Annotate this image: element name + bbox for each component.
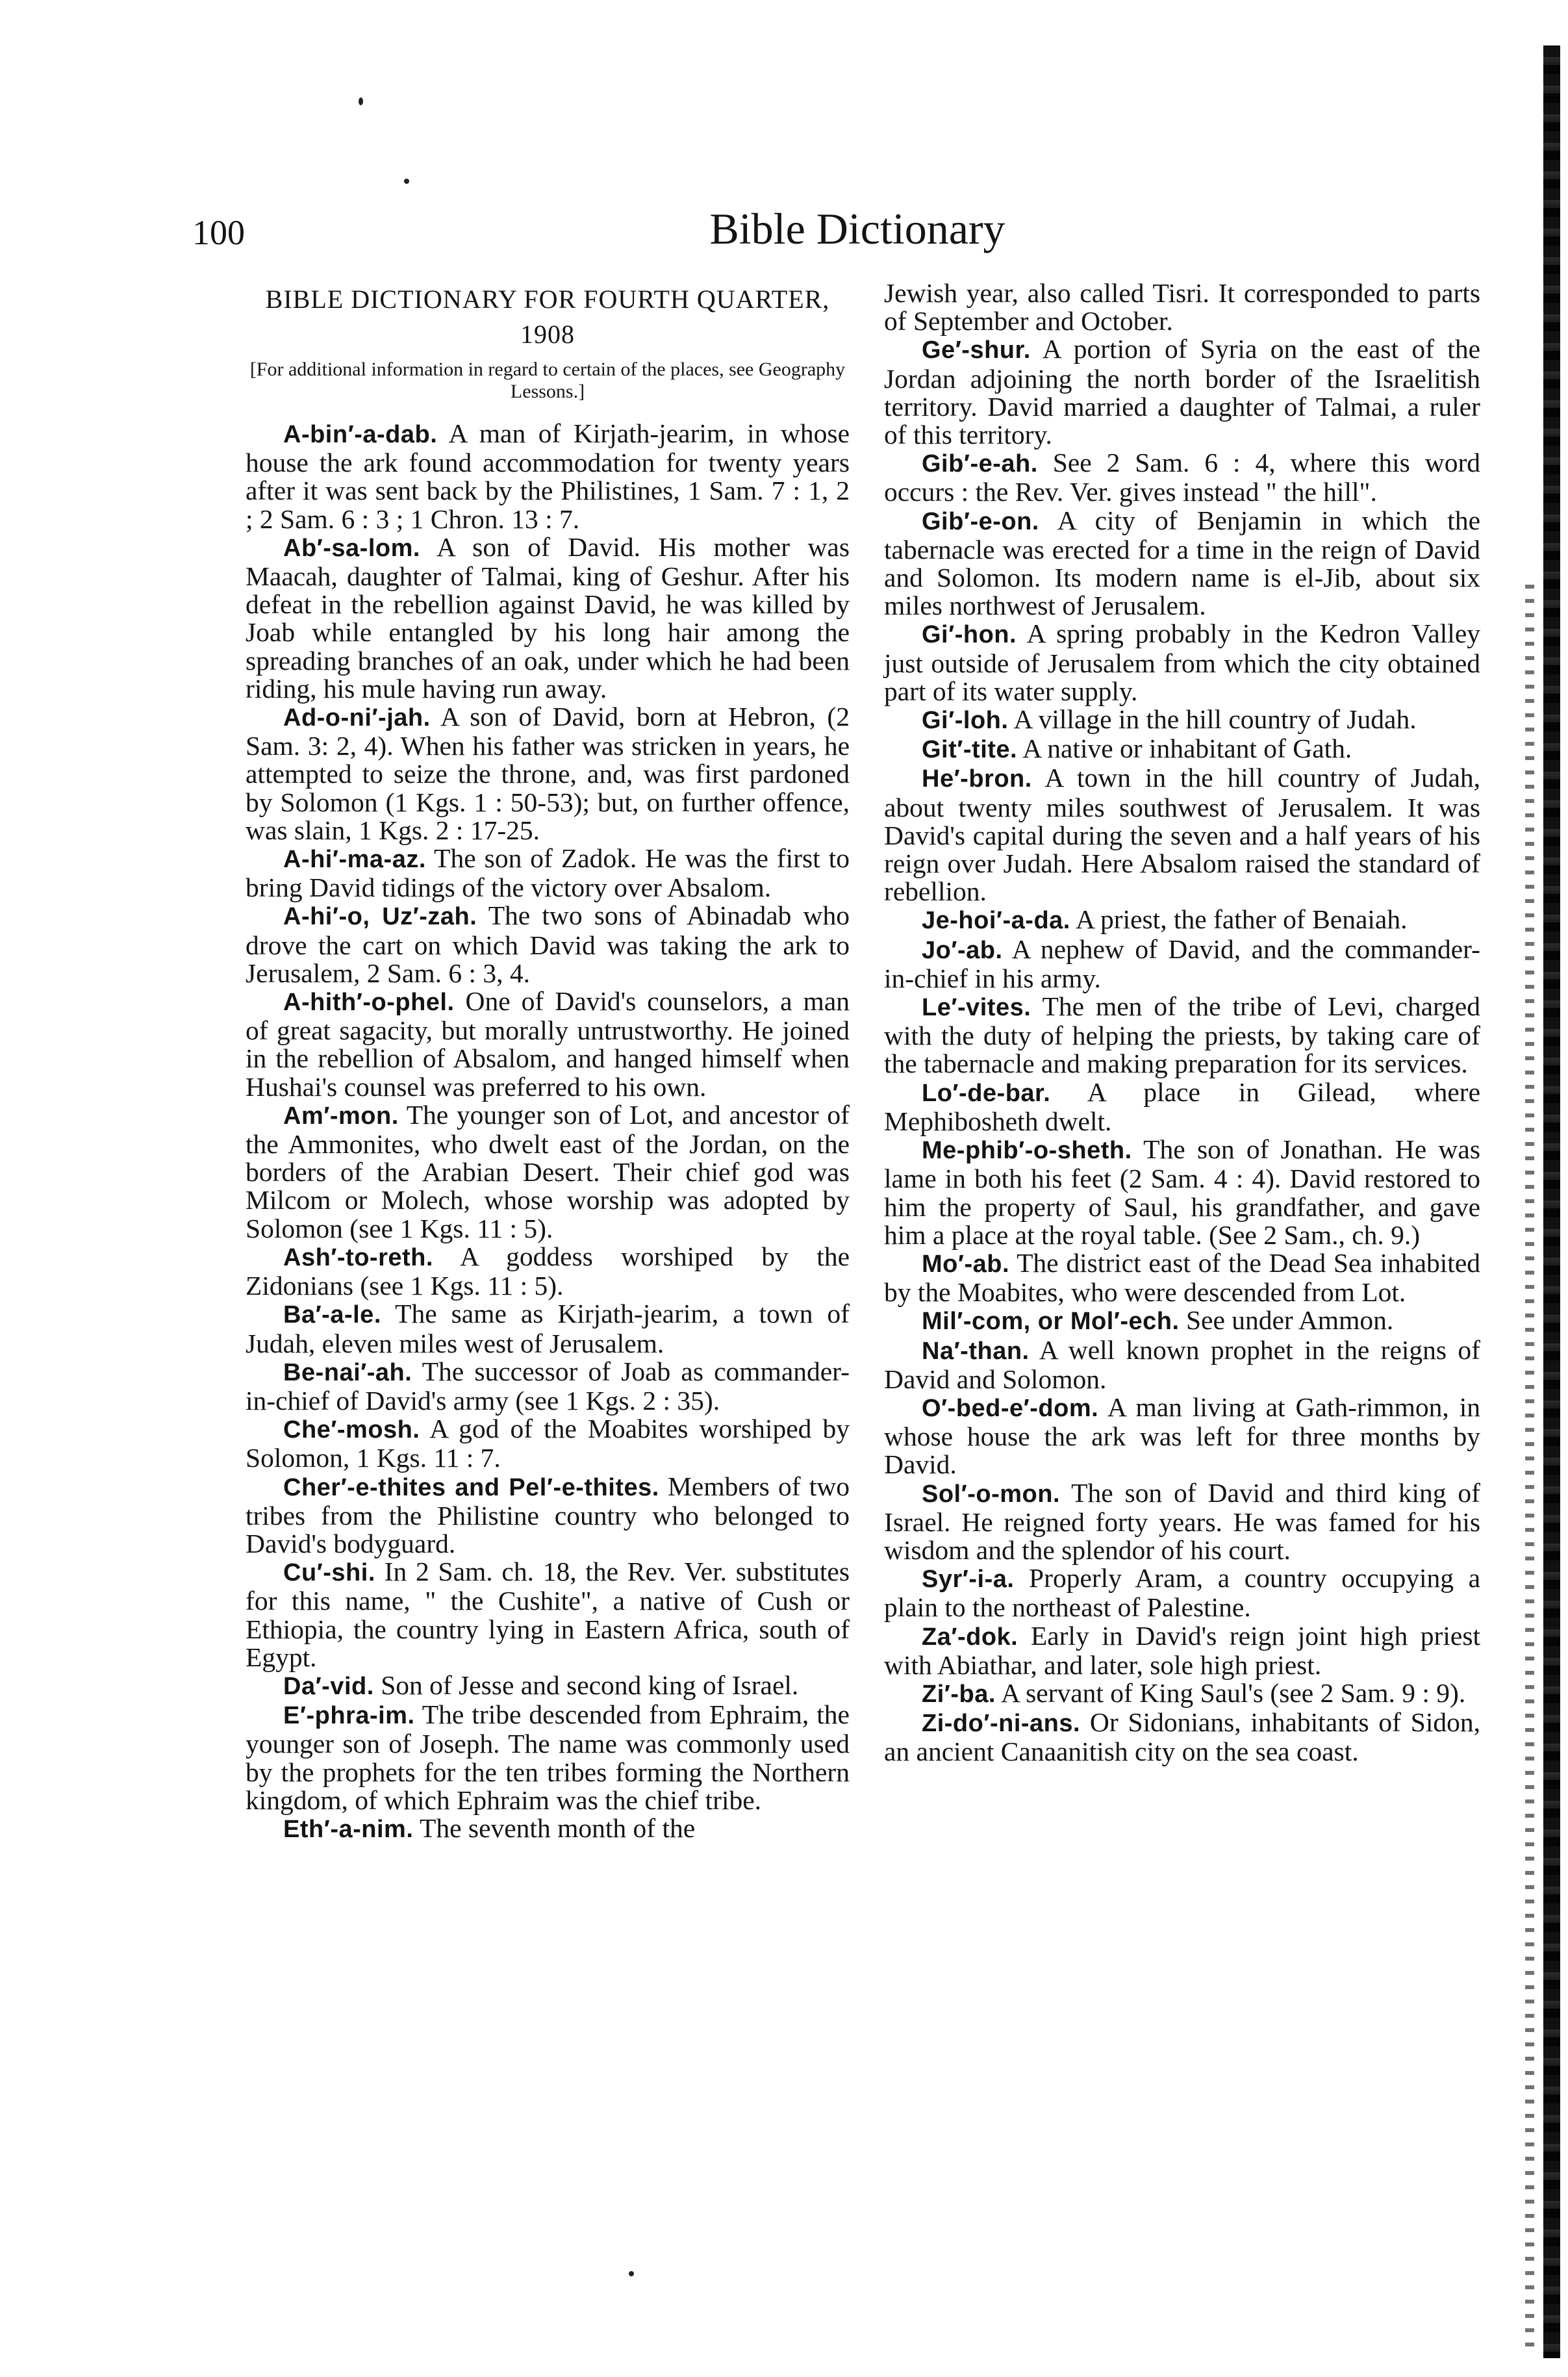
- entry-definition: A native or inhabitant of Gath.: [1022, 733, 1352, 764]
- entry-headword: Syr′-i-a.: [922, 1566, 1015, 1594]
- dictionary-entry: [246, 1243, 850, 1300]
- entry-definition: See 2 Sam. 6 : 4, where this word occurs : the Rev. Ver. gives instead " the hill".: [884, 448, 1481, 507]
- entry-definition: Members of two tribes from the Philistine country who belonged to David's bodyguard.: [246, 1471, 850, 1558]
- entry-headword: Ab′-sa-lom.: [283, 534, 420, 562]
- entry-headword: Le′-vites.: [922, 994, 1031, 1022]
- entry-headword: Gi′-hon.: [922, 621, 1017, 649]
- entry-headword: Be-nai′-ah.: [283, 1358, 412, 1386]
- left-entries: [246, 420, 850, 1844]
- dictionary-entry: [884, 1679, 1480, 1709]
- dictionary-entry: [246, 1300, 850, 1357]
- entry-definition: The seventh month of the: [420, 1812, 696, 1843]
- dictionary-entry: [246, 1558, 850, 1672]
- right-column: [884, 279, 1480, 1766]
- entry-headword: Ba′-a-le.: [283, 1301, 381, 1329]
- entry-headword: He′-bron.: [922, 765, 1032, 793]
- entry-definition: A man living at Gath-rimmon, in whose house the ark was left for three months by David.: [884, 1392, 1480, 1480]
- entry-headword: Git′-tite.: [922, 736, 1018, 764]
- entry-headword: Na′-than.: [922, 1337, 1030, 1365]
- section-note: [For additional information in regard to certain of the places, see Geography Lessons.]: [249, 359, 846, 402]
- dictionary-entry: [884, 705, 1480, 735]
- entry-definition: One of David's counselors, a man of great sagacity, but morally untrustworthy. He joined in the rebellion of Absalom, and hanged himself when Hushai's counsel was preferred to his own.: [246, 986, 850, 1102]
- dictionary-entry: [884, 764, 1480, 906]
- entry-definition: The two sons of Abinadab who drove the cart on which David was taking the ark to Jerusalem, 2 Sam. 6 : 3, 4.: [246, 900, 850, 988]
- dictionary-entry: [884, 1136, 1480, 1249]
- entry-definition: In 2 Sam. ch. 18, the Rev. Ver. substitutes for this name, " the Cushite", a native of Cush or Ethiopia, the country lying in Eastern Africa, south of Egypt.: [246, 1557, 850, 1672]
- entry-headword: Che′-mosh.: [283, 1416, 420, 1444]
- binding-shadow: [1525, 585, 1534, 2352]
- entry-headword: Cu′-shi.: [283, 1559, 375, 1587]
- entry-definition: A servant of King Saul's (see 2 Sam. 9 : 9).: [1001, 1677, 1466, 1708]
- entry-definition: A son of David, born at Hebron, (2 Sam. 3: 2, 4). When his father was stricken in years, he attempted to seize the throne, and, was first pardoned by Solomon (1 Kgs. 1 : 50-53); but, on further offence, was slain, 1 Kgs. 2 : 17-25.: [246, 702, 850, 845]
- entry-headword: Ad-o-ni′-jah.: [283, 704, 431, 732]
- entry-headword: Gib′-e-ah.: [922, 450, 1038, 478]
- entry-headword: Cher′-e-thites and Pel′-e-thites.: [283, 1473, 659, 1501]
- entry-definition: Son of Jesse and second king of Israel.: [381, 1670, 799, 1700]
- entry-headword: Jo′-ab.: [922, 936, 1003, 964]
- entry-definition: A nephew of David, and the commander-in-chief in his army.: [884, 934, 1480, 993]
- entry-definition: A town in the hill country of Judah, about twenty miles southwest of Jerusalem. It was David's capital during the seven and a half years of his reign over Judah. Here Absalom raised the standard of rebellion.: [884, 763, 1480, 907]
- scan-speck: [404, 179, 409, 184]
- entry-headword: Lo′-de-bar.: [922, 1079, 1051, 1107]
- entry-definition: The men of the tribe of Levi, charged with the duty of helping the priests, by taking care of the tabernacle and making preparation for its services.: [884, 991, 1480, 1079]
- dictionary-entry: [884, 1393, 1480, 1479]
- scan-speck: [359, 97, 363, 105]
- dictionary-entry: [246, 987, 850, 1101]
- entry-headword: Zi′-ba.: [922, 1680, 996, 1708]
- entry-headword: Gib′-e-on.: [922, 507, 1039, 535]
- entry-headword: Gi′-loh.: [922, 707, 1009, 735]
- section-title: BIBLE DICTIONARY FOR FOURTH QUARTER, 1908: [265, 285, 830, 349]
- entry-headword: Eth′-a-nim.: [283, 1815, 414, 1843]
- scan-speck: [629, 2271, 634, 2276]
- entry-definition: The successor of Joab as commander-in-chief of David's army (see 1 Kgs. 2 : 35).: [246, 1356, 850, 1416]
- entry-definition: The son of Jonathan. He was lame in both his feet (2 Sam. 4 : 4). David restored to him the property of Saul, his grandfather, and gave him a place at the royal table. (See 2 Sam., ch. 9.): [884, 1134, 1480, 1250]
- entry-definition: A spring probably in the Kedron Valley just outside of Jerusalem from which the city obtained part of its water supply.: [884, 618, 1480, 706]
- entry-headword: A-hi′-ma-az.: [283, 846, 426, 874]
- entry-definition: A man of Kirjath-jearim, in whose house the ark found accommodation for twenty years after it was sent back by the Philistines, 1 Sam. 7 : 1, 2 ; 2 Sam. 6 : 3 ; 1 Chron. 13 : 7.: [246, 418, 850, 534]
- dictionary-entry: [246, 1358, 850, 1415]
- dictionary-entry: [246, 1415, 850, 1472]
- entry-definition: A goddess worshiped by the Zidonians (see 1 Kgs. 11 : 5).: [246, 1241, 850, 1301]
- dictionary-entry: [246, 1814, 850, 1844]
- entry-headword: A-hith′-o-phel.: [283, 989, 455, 1017]
- dictionary-entry: [884, 735, 1480, 764]
- dictionary-entry: [884, 1078, 1480, 1136]
- entry-headword: Me-phib′-o-sheth.: [922, 1137, 1132, 1165]
- entry-headword: Za′-dok.: [922, 1623, 1018, 1651]
- entry-headword: A-bin′-a-dab.: [283, 421, 438, 448]
- entry-definition: The district east of the Dead Sea inhabited by the Moabites, who were descended from Lot.: [884, 1247, 1480, 1308]
- entry-definition: The same as Kirjath-jearim, a town of Judah, eleven miles west of Jerusalem.: [246, 1299, 850, 1358]
- running-title: Bible Dictionary: [709, 204, 1005, 253]
- entry-definition: The younger son of Lot, and ancestor of the Ammonites, who dwelt east of the Jordan, on the borders of the Arabian Desert. Their chief god was Milcom or Molech, whose worship was adopted by Solomon (see 1 Kgs. 11 : 5).: [246, 1099, 850, 1243]
- dictionary-entry: [884, 449, 1480, 506]
- binding-edge: [1543, 45, 1560, 2358]
- dictionary-entry: [884, 507, 1480, 620]
- entry-definition: A priest, the father of Benaiah.: [1075, 904, 1408, 935]
- dictionary-entry: [246, 1101, 850, 1243]
- dictionary-entry: [246, 420, 850, 533]
- dictionary-entry: [246, 902, 850, 987]
- dictionary-entry: [884, 1564, 1480, 1621]
- entry-definition: The son of David and third king of Israel. He reigned forty years. He was famed for his wisdom and the splendor of his court.: [884, 1477, 1480, 1565]
- entry-headword: Da′-vid.: [283, 1672, 374, 1700]
- dictionary-entry: [884, 620, 1480, 705]
- dictionary-entry: [246, 1672, 850, 1701]
- dictionary-entry: [884, 335, 1480, 449]
- entry-definition: A place in Gilead, where Mephibosheth dwelt.: [884, 1076, 1481, 1136]
- entry-definition: A portion of Syria on the east of the Jordan adjoining the north border of the Israelitish territory. David married a daughter of Talmai, a ruler of this territory.: [884, 334, 1481, 450]
- dictionary-entry: [884, 935, 1480, 993]
- left-column: [246, 279, 850, 1844]
- entry-headword: E′-phra-im.: [283, 1702, 415, 1730]
- entry-definition: A well known prophet in the reigns of David and Solomon.: [884, 1334, 1480, 1394]
- entry-definition: The son of Zadok. He was the first to bring David tidings of the victory over Absalom.: [246, 843, 850, 903]
- entry-headword: Je-hoi′-a-da.: [922, 907, 1070, 935]
- dictionary-entry: [246, 845, 850, 902]
- dictionary-entry: [884, 906, 1480, 935]
- dictionary-entry: [246, 1701, 850, 1814]
- entry-definition: A village in the hill country of Judah.: [1013, 704, 1417, 735]
- entry-headword: Sol′-o-mon.: [922, 1480, 1061, 1508]
- dictionary-entry: [884, 993, 1480, 1078]
- dictionary-entry: [884, 1306, 1480, 1336]
- entry-headword: Zi-do′-ni-ans.: [922, 1710, 1081, 1738]
- entry-headword: Ash′-to-reth.: [283, 1243, 433, 1271]
- dictionary-entry: [884, 1249, 1480, 1306]
- dictionary-entry: [884, 1479, 1480, 1565]
- continued-entry: Jewish year, also called Tisri. It corresponded to parts of September and October.: [884, 278, 1480, 337]
- entry-headword: Am′-mon.: [283, 1102, 399, 1130]
- entry-definition: A son of David. His mother was Maacah, daughter of Talmai, king of Geshur. After his defeat in the rebellion against David, he was killed by Joab while entangled by his long hair among the spreading branches of an oak, under which he had been riding, his mule having run away.: [246, 531, 850, 704]
- entry-definition: Or Sidonians, inhabitants of Sidon, an ancient Canaanitish city on the sea coast.: [884, 1707, 1480, 1767]
- right-entries: [884, 335, 1480, 1766]
- dictionary-entry: [884, 1709, 1480, 1766]
- dictionary-entry: [246, 703, 850, 845]
- entry-definition: A city of Benjamin in which the tabernacle was erected for a time in the reign of David and Solomon. Its modern name is el-Jib, about six miles northwest of Jerusalem.: [884, 505, 1480, 621]
- entry-definition: Early in David's reign joint high priest with Abiathar, and later, sole high priest.: [884, 1620, 1480, 1680]
- dictionary-entry: [246, 533, 850, 703]
- dictionary-entry: [246, 1473, 850, 1558]
- entry-headword: Mil′-com, or Mol′-ech.: [922, 1308, 1180, 1336]
- entry-definition: The tribe descended from Ephraim, the younger son of Joseph. The name was commonly used by the prophets for the ten tribes forming the Northern kingdom, of which Ephraim was the chief tribe.: [246, 1699, 850, 1815]
- entry-headword: Ge′-shur.: [922, 337, 1031, 364]
- entry-definition: See under Ammon.: [1185, 1305, 1394, 1336]
- entry-headword: Mo′-ab.: [922, 1250, 1010, 1278]
- entry-headword: O′-bed-e′-dom.: [922, 1394, 1099, 1422]
- entry-definition: A god of the Moabites worshiped by Solomon, 1 Kgs. 11 : 7.: [246, 1414, 850, 1473]
- entry-headword: A-hi′-o, Uz′-zah.: [283, 903, 477, 931]
- dictionary-entry: [884, 1622, 1480, 1679]
- page-number: 100: [192, 213, 245, 252]
- entry-definition: Properly Aram, a country occupying a plain to the northeast of Palestine.: [884, 1563, 1481, 1623]
- dictionary-entry: [884, 1336, 1480, 1393]
